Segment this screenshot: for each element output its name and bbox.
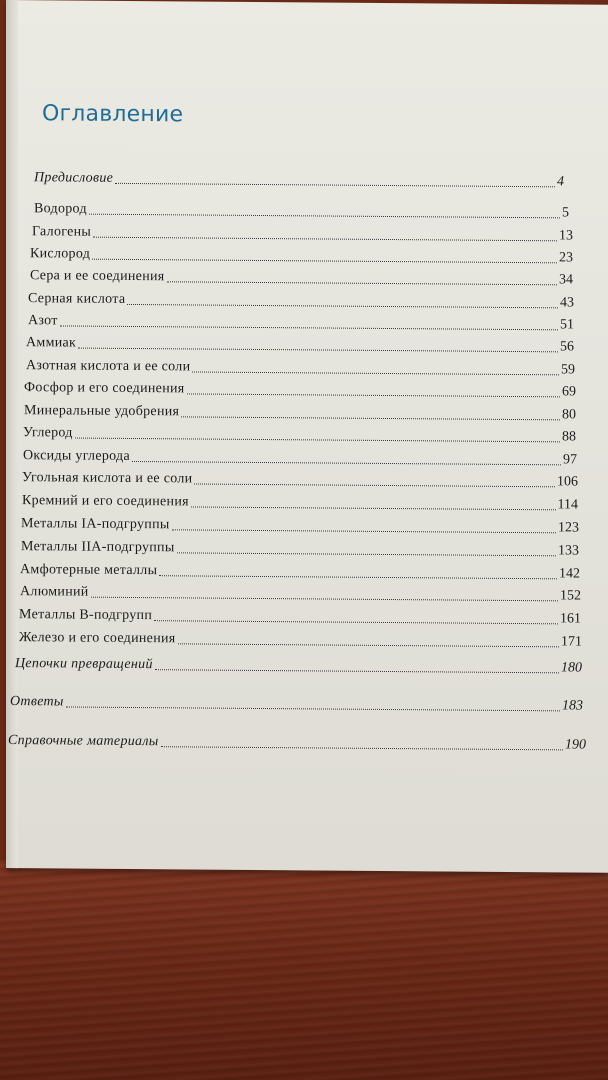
toc-entry-label: Углерод: [23, 425, 73, 441]
toc-entry: [24, 403, 576, 423]
toc-leader-dots: [92, 258, 557, 264]
toc-leader-dots: [191, 505, 556, 510]
toc-title: Оглавление: [42, 101, 184, 128]
wooden-table-surface: [0, 860, 608, 1080]
toc-entry-page: 142: [559, 566, 580, 582]
toc-entry-label: Предисловие: [34, 170, 114, 186]
toc-entry: [19, 630, 582, 650]
toc-entry-label: Оксиды углерода: [23, 448, 130, 464]
toc-entry-label: Алюминий: [20, 584, 89, 600]
toc-entry-label: Металлы В-подгрупп: [19, 607, 153, 624]
toc-entry: [10, 694, 583, 715]
toc-entry: [23, 448, 577, 468]
toc-entry-page: 133: [558, 543, 579, 559]
toc-entry: [30, 246, 573, 266]
toc-entry: [32, 224, 573, 244]
toc-entry-page: 97: [563, 452, 577, 468]
toc-entry: [21, 539, 579, 559]
toc-leader-dots: [178, 642, 559, 647]
toc-entry-label: Галогены: [32, 224, 92, 240]
toc-entry-label: Аммиак: [26, 335, 77, 351]
toc-entry-page: 161: [560, 611, 581, 627]
toc-entry-label: Металлы IIA-подгруппы: [21, 539, 175, 556]
toc-entry-page: 80: [562, 407, 576, 423]
toc-leader-dots: [127, 303, 558, 308]
toc-leader-dots: [75, 437, 560, 443]
toc-leader-dots: [66, 705, 560, 711]
toc-leader-dots: [60, 324, 558, 330]
toc-entry-page: 51: [560, 317, 574, 333]
toc-entry-label: Металлы IA-подгруппы: [21, 516, 170, 533]
toc-leader-dots: [155, 668, 559, 673]
toc-entry-label: Угольная кислота и ее соли: [22, 470, 193, 487]
toc-leader-dots: [154, 619, 558, 624]
toc-entry-page: 43: [560, 295, 574, 311]
toc-entry: [24, 380, 576, 400]
toc-entry-label: Железо и его соединения: [19, 630, 176, 647]
toc-entry-label: Минеральные удобрения: [24, 403, 180, 420]
toc-leader-dots: [78, 347, 558, 353]
toc-entry-label: Фосфор и его соединения: [24, 380, 185, 397]
toc-leader-dots: [93, 236, 557, 242]
toc-entry-page: 190: [565, 737, 586, 753]
toc-entry: [8, 733, 586, 754]
toc-entry-label: Водород: [34, 201, 87, 217]
toc-leader-dots: [159, 574, 557, 579]
toc-entry: [34, 201, 569, 221]
toc-entry-label: Азот: [28, 313, 58, 329]
toc-leader-dots: [89, 213, 560, 219]
toc-entry-page: 180: [561, 660, 582, 676]
toc-leader-dots: [132, 460, 561, 465]
toc-entry-page: 152: [560, 588, 581, 604]
toc-entry-page: 4: [557, 174, 564, 190]
toc-entry: [22, 470, 578, 490]
toc-entry: [23, 425, 576, 445]
toc-leader-dots: [177, 551, 556, 556]
toc-entry-page: 69: [562, 384, 576, 400]
toc-entry: [20, 584, 581, 604]
toc-list: [6, 0, 608, 873]
toc-entry: [22, 493, 578, 513]
toc-entry-label: Кремний и его соединения: [22, 493, 189, 510]
toc-entry: [26, 335, 574, 355]
toc-entry: [26, 358, 575, 378]
toc-entry-page: 13: [559, 228, 573, 244]
toc-entry-label: Цепочки превращений: [15, 656, 153, 673]
toc-entry: [28, 291, 574, 311]
toc-entry-label: Справочные материалы: [8, 733, 159, 750]
toc-entry-page: 123: [558, 520, 579, 536]
toc-entry: [20, 562, 580, 582]
toc-entry-page: 56: [560, 339, 574, 355]
toc-entry-label: Ответы: [10, 694, 64, 710]
toc-entry: [28, 313, 574, 333]
toc-leader-dots: [194, 482, 555, 487]
toc-entry-page: 59: [561, 362, 575, 378]
toc-entry-page: 106: [557, 474, 578, 490]
toc-leader-dots: [91, 596, 558, 602]
toc-entry-label: Амфотерные металлы: [20, 562, 158, 579]
toc-entry: [15, 656, 582, 676]
toc-leader-dots: [192, 370, 559, 375]
toc-entry-page: 114: [557, 497, 578, 513]
toc-entry: [34, 170, 564, 190]
toc-leader-dots: [172, 528, 556, 533]
toc-leader-dots: [167, 280, 557, 285]
toc-entry-page: 34: [559, 272, 573, 288]
toc-entry-label: Серная кислота: [28, 291, 126, 307]
toc-entry: [19, 607, 581, 627]
toc-entry-label: Азотная кислота и ее соли: [26, 358, 191, 375]
toc-entry-page: 171: [561, 634, 582, 650]
toc-entry-page: 88: [562, 429, 576, 445]
toc-entry: [30, 268, 573, 288]
toc-leader-dots: [181, 415, 560, 420]
toc-entry-page: 5: [562, 205, 569, 221]
toc-leader-dots: [187, 392, 560, 397]
toc-entry: [21, 516, 579, 536]
toc-entry-label: Сера и ее соединения: [30, 268, 165, 285]
toc-entry-label: Кислород: [30, 246, 91, 262]
toc-entry-page: 23: [559, 250, 573, 266]
toc-leader-dots: [161, 745, 563, 750]
book-page: [6, 0, 608, 873]
toc-leader-dots: [115, 182, 555, 187]
toc-entry-page: 183: [562, 698, 583, 714]
